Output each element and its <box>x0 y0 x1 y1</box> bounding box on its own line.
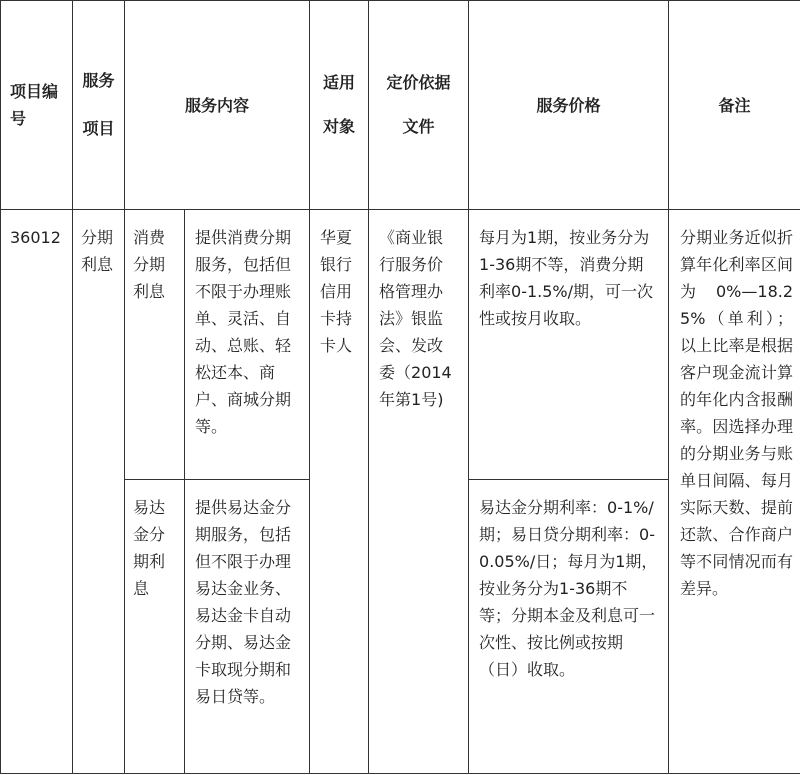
sub-item-name-cell: 易达金分期利息 <box>125 480 185 774</box>
header-service-item <box>73 1 125 210</box>
table-row <box>1 210 800 480</box>
sub-item-content-cell: 提供易达金分期服务，包括但不限于办理易达金业务、易达金卡自动分期、易达金卡取现分期和易日贷等。 <box>185 480 310 774</box>
sub-item-name-cell: 消费分期利息 <box>125 210 185 480</box>
applicable-to-cell: 华夏银行信用卡持卡人 <box>310 210 369 774</box>
sub-item-content-cell: 提供消费分期服务，包括但不限于办理账单、灵活、自动、总账、轻松还本、商户、商城分期等。 <box>185 210 310 480</box>
item-code-cell: 36012 <box>1 210 73 774</box>
sub-item-price-cell: 每月为1期，按业务分为1-36期不等，消费分期利率0-1.5%/期，可一次性或按月收取。 <box>469 210 669 480</box>
header-remarks: 备注 <box>669 1 800 210</box>
header-service-content: 服务内容 <box>125 1 310 210</box>
header-pricing-basis: 定价依据文件 <box>369 1 469 210</box>
service-item-cell: 分期利息 <box>73 210 125 774</box>
header-item-code: 项目编号 <box>1 1 73 210</box>
header-applicable-to: 适用对象 <box>310 1 369 210</box>
header-service-price: 服务价格 <box>469 1 669 210</box>
header-service-item-text: 服务项目 <box>82 71 115 138</box>
sub-item-price-cell: 易达金分期利率：0-1%/期；易日贷分期利率：0-0.05%/日；每月为1期，按业务分为1-36期不等；分期本金及利息可一次性、按比例或按期（日）收取。 <box>469 480 669 774</box>
pricing-basis-cell: 《商业银行服务价格管理办法》银监会、发改委（2014年第1号) <box>369 210 469 774</box>
header-row <box>1 1 800 210</box>
remarks-cell: 分期业务近似折算年化利率区间为0%—18.25%（单利）；以上比率是根据客户现金流计算的年化内含报酬率。因选择办理的分期业务与账单日间隔、每月实际天数、提前还款、合作商户等不同情况而有差异。 <box>669 210 800 774</box>
